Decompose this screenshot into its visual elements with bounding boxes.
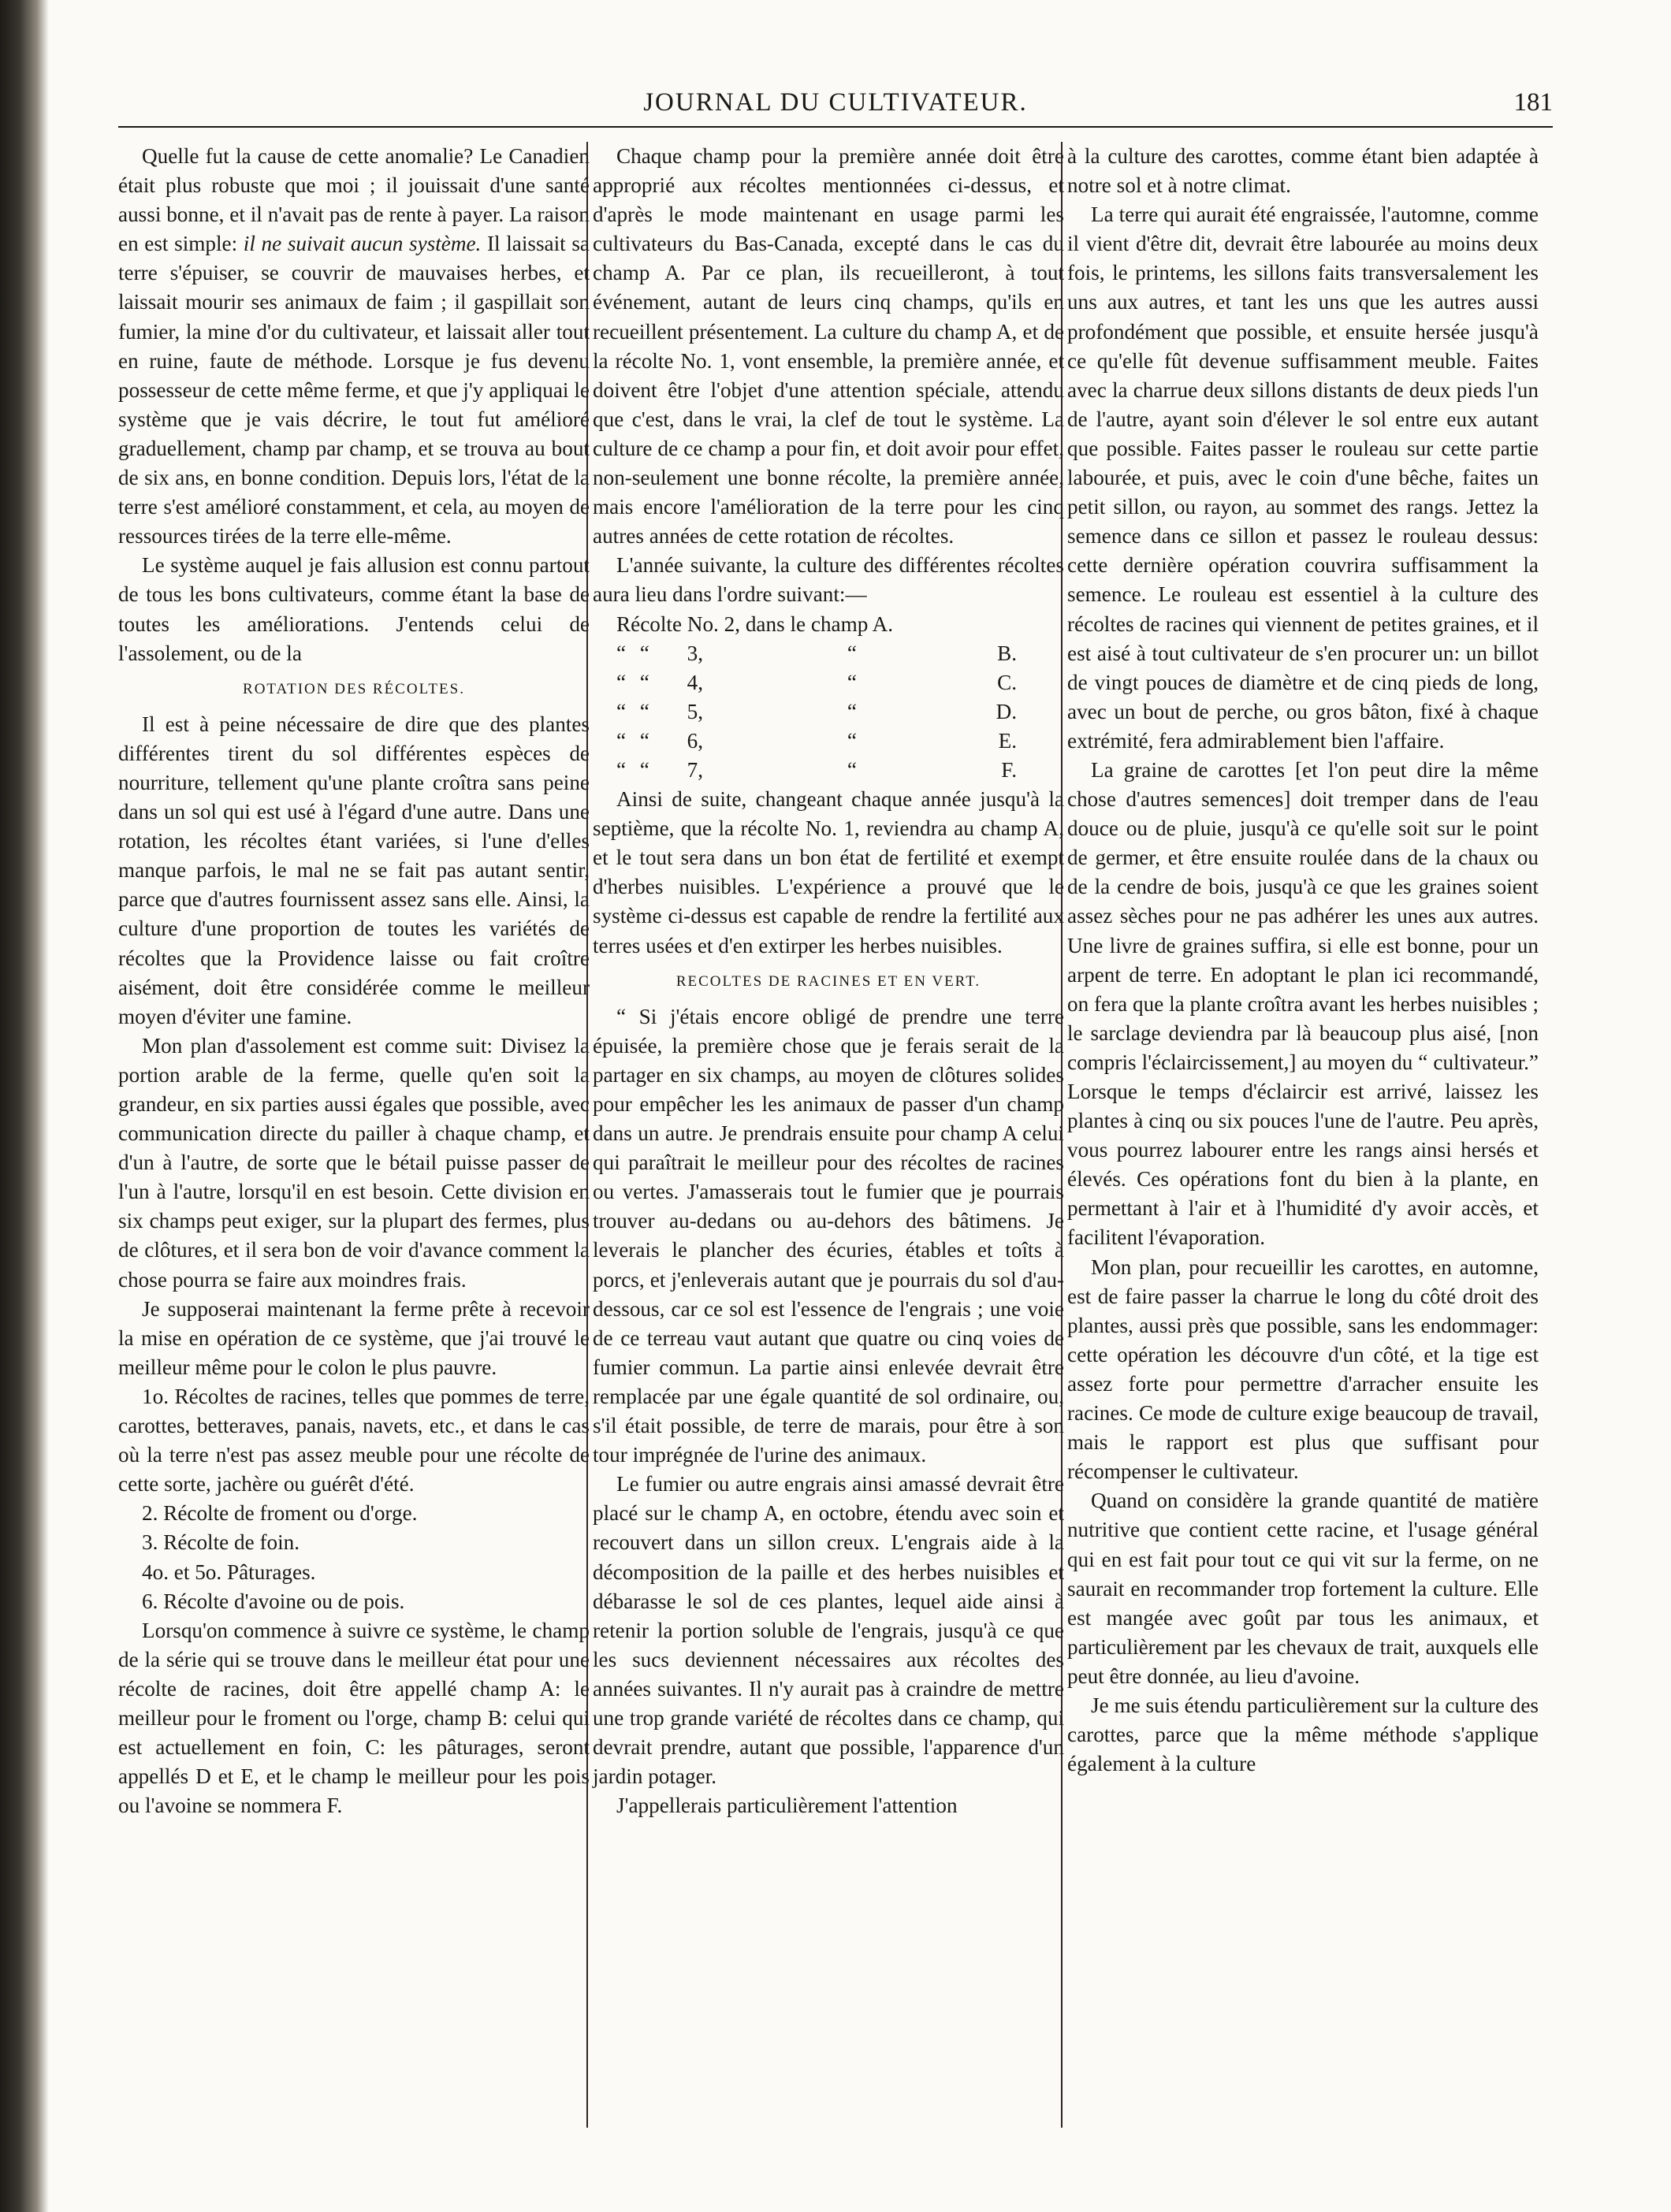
- table-cell: D.: [996, 699, 1017, 723]
- list-item: 4o. et 5o. Pâturages.: [142, 1560, 316, 1584]
- table-cell: “: [639, 641, 649, 665]
- list-item: 6. Récolte d'avoine ou de pois.: [142, 1589, 405, 1613]
- paragraph: La terre qui aurait été engraissée, l'automne, comme il vient d'être dit, devrait être labourée au moins deux fois, le printems, les sillons faits transversalement les uns aux autres, et tant les uns que les autres aussi profondément que possible, et ensuite hersée jusqu'à ce qu'elle fût devenue suffisamment meuble. Faites avec la charrue deux sillons distants de deux pieds l'un de l'autre, ayant soin d'élever le sol entre eux autant que possible. Faites passer le rouleau sur cette partie labourée, et puis, avec le coin d'une bêche, faites un petit sillon, ou rayon, au sommet des rangs. Jettez la semence dans ce sillon et passez le rouleau dessus: cette dernière opération couvrira suffisamment la semence. Le rouleau est essentiel à la culture des récoltes de racines qui viennent de petites graines, et il est aisé à tout cultivateur de s'en procurer un: un billot de vingt pouces de diamètre et de cinq pieds de long, avec un bout de perche, ou gros bâton, fixé à chaque extrémité, fera admirablement bien l'affaire.: [1067, 203, 1539, 753]
- list-item: 3. Récolte de foin.: [142, 1530, 300, 1555]
- page-binding-shadow: [0, 0, 49, 2212]
- table-row: [593, 668, 1064, 697]
- table-cell: F.: [1001, 757, 1017, 782]
- paragraph: Le système auquel je fais allusion est connu partout de tous les bons cultivateurs, comme étant la base de toutes les améliorations. J'entends celui de l'assolement, ou de la: [118, 553, 590, 665]
- text-run: Quelle fut la cause de cette anomalie? Le Canadien était plus robuste que moi ; il jouissait d'une santé aussi bonne, et il n'avait pas de rente à payer. La raison en est simple:: [118, 144, 590, 256]
- list-item: 2. Récolte de froment ou d'orge.: [142, 1501, 418, 1526]
- table-cell: “: [639, 728, 649, 753]
- paragraph: Chaque champ pour la première année doit être approprié aux récoltes mentionnées ci-dessus, et d'après le mode maintenant en usage parmi les cultivateurs du Bas-Canada, excepté dans le cas du champ A. Par ce plan, ils recueilleront, à tout événement, autant de leurs cinq champs, qu'ils en recueillent présentement. La culture du champ A, et de la récolte No. 1, vont ensemble, la première année, et doivent être l'objet d'une attention spéciale, attendu que c'est, dans le vrai, la clef de tout le système. La culture de ce champ a pour fin, et doit avoir pour effet, non-seulement une bonne récolte, la première année, mais encore l'amélioration de la terre pour les cinq autres années de cette rotation de récoltes.: [593, 144, 1064, 548]
- table-cell: “: [847, 670, 857, 694]
- table-cell: “: [639, 699, 649, 723]
- table-cell: “: [616, 728, 627, 753]
- section-heading: RECOLTES DE RACINES ET EN VERT.: [675, 972, 981, 990]
- list-item: 1o. Récoltes de racines, telles que pommes de terre, carottes, betteraves, panais, navets, etc., et dans le cas où la terre n'est pas assez meuble pour une récolte de cette sorte, jachère ou guérêt d'été.: [118, 1384, 590, 1496]
- table-cell: B.: [997, 641, 1017, 665]
- section-heading: ROTATION DES RÉCOLTES.: [243, 680, 465, 697]
- table-cell: C.: [997, 670, 1017, 694]
- table-cell: “: [616, 699, 627, 723]
- column-middle: [593, 142, 1064, 1820]
- table-cell: 7,: [687, 757, 703, 782]
- emphasis-text: il ne suivait aucun système.: [243, 232, 482, 256]
- page-header: [118, 85, 1553, 126]
- paragraph: Le fumier ou autre engrais ainsi amassé devrait être placé sur le champ A, en octobre, étendu avec soin et recouvert dans un sillon creux. L'engrais aide à la décomposition de la paille et des herbes nuisibles et débarasse le sol de ces plantes, lequel aide ainsi à retenir la portion soluble de l'engrais, jusqu'à ce que les sucs deviennent nécessaires aux récoltes des années suivantes. Il n'y aurait pas à craindre de mettre une trop grande variété de récoltes dans ce champ, qui devrait prendre, autant que possible, l'apparence d'un jardin potager.: [593, 1472, 1064, 1789]
- table-cell: 4,: [687, 670, 703, 694]
- rotation-first-line: Récolte No. 2, dans le champ A.: [616, 612, 894, 636]
- paragraph: Il est à peine nécessaire de dire que des plantes différentes tirent du sol différentes espèces de nourriture, tellement qu'une plante croîtra sans peine dans un sol qui est usé à l'égard d'une autre. Dans une rotation, les récoltes étant variées, si l'une d'elles manque parfois, le mal ne se fait pas autant sentir, parce que d'autres fournissent assez sans elle. Ainsi, la culture d'une proportion de toutes les variétés de récoltes que la Providence laisse ou fait croître aisément, doit être considérée comme le meilleur moyen d'éviter une famine.: [118, 712, 590, 1028]
- paragraph: Je supposerai maintenant la ferme prête à recevoir la mise en opération de ce système, que j'ai trouvé le meilleur même pour le colon le plus pauvre.: [118, 1296, 590, 1379]
- paragraph: Quand on considère la grande quantité de matière nutritive que contient cette racine, et l'usage général qui en est fait pour tout ce qui vit sur la ferme, on ne saurait en recommander trop fortement la culture. Elle est mangée avec goût par tous les animaux, et particulièrement par les chevaux de trait, auxquels elle peut être donnée, au lieu d'avoine.: [1067, 1489, 1539, 1688]
- text-run: Il laissait sa terre s'épuiser, se couvrir de mauvaises herbes, et laissait mourir ses animaux de faim ; il gaspillait son fumier, la mine d'or du cultivateur, et laissait aller tout en ruine, faute de méthode. Lorsque je fus devenu possesseur de cette même ferme, et que j'y appliquai le système que je vais décrire, le tout fut amélioré graduellement, champ par champ, et se trouva au bout de six ans, en bonne condition. Depuis lors, l'état de la terre s'est amélioré constamment, et cela, au moyen de ressources tirées de la terre elle-même.: [118, 232, 590, 548]
- table-cell: “: [639, 670, 649, 694]
- table-cell: 6,: [687, 728, 703, 753]
- table-cell: “: [616, 757, 627, 782]
- paragraph: “ Si j'étais encore obligé de prendre une terre épuisée, la première chose que je ferais serait de la partager en six champs, au moyen de clôtures solides pour empêcher les les animaux de passer d'un champ dans un autre. Je prendrais ensuite pour champ A celui qui paraîtrait le meilleur pour des récoltes de racines ou vertes. J'amasserais tout le fumier que je pourrais trouver au-dedans ou au-dehors des bâtimens. Je leverais le plancher des écuries, étables et toîts à porcs, et j'enleverais autant que je pourrais du sol d'au-dessous, car ce sol est l'essence de l'engrais ; une voie de ce terreau vaut autant que quatre ou cinq voies de fumier commun. La partie ainsi enlevée devrait être remplacée par une égale quantité de sol ordinaire, ou, s'il était possible, de terre de marais, pour être à son tour imprégnée de l'urine des animaux.: [593, 1004, 1064, 1467]
- table-cell: “: [847, 728, 857, 753]
- table-cell: “: [616, 670, 627, 694]
- table-row: [593, 727, 1064, 756]
- paragraph: J'appellerais particulièrement l'attention: [616, 1794, 958, 1818]
- paragraph: L'année suivante, la culture des différentes récoltes aura lieu dans l'ordre suivant:—: [593, 553, 1064, 607]
- table-cell: “: [616, 641, 627, 665]
- table-cell: E.: [998, 728, 1017, 753]
- page-number: 181: [1513, 88, 1553, 117]
- table-cell: 5,: [687, 699, 703, 723]
- table-row: [593, 639, 1064, 668]
- table-cell: “: [847, 641, 857, 665]
- paragraph: Je me suis étendu particulièrement sur la culture des carottes, parce que la même méthode s'applique également à la culture: [1067, 1693, 1539, 1776]
- table-cell: “: [847, 757, 857, 782]
- table-cell: 3,: [687, 641, 703, 665]
- table-cell: “: [639, 757, 649, 782]
- column-right: [1067, 142, 1539, 1779]
- column-left: [118, 142, 590, 1820]
- paragraph: Ainsi de suite, changeant chaque année jusqu'à la septième, que la récolte No. 1, reviendra au champ A, et le tout sera dans un bon état de fertilité et exempt d'herbes nuisibles. L'expérience a prouvé que le système ci-dessus est capable de rendre la fertilité aux terres usées et d'en extirper les herbes nuisibles.: [593, 787, 1064, 957]
- table-row: [593, 756, 1064, 785]
- table-row: [593, 697, 1064, 727]
- running-title: JOURNAL DU CULTIVATEUR.: [643, 88, 1028, 117]
- header-rule: [118, 126, 1553, 128]
- paragraph: Mon plan d'assolement est comme suit: Divisez la portion arable de la ferme, quelle qu'en soit la grandeur, en six parties aussi égales que possible, avec communication directe du pailler à chaque champ, et d'un à l'autre, de sorte que le bétail puisse passer de l'un à l'autre, lorsqu'il en est besoin. Cette division en six champs peut exiger, sur la plupart des fermes, plus de clôtures, et il sera bon de voir d'avance comment la chose pourra se faire aux moindres frais.: [118, 1033, 590, 1292]
- paragraph: à la culture des carottes, comme étant bien adaptée à notre sol et à notre climat.: [1067, 144, 1539, 198]
- paragraph: Lorsqu'on commence à suivre ce système, le champ de la série qui se trouve dans le meilleur état pour une récolte de racines, doit être appellé champ A: le meilleur pour le froment ou l'orge, champ B: celui qui est actuellement en foin, C: les pâturages, seront appellés D et E, et le champ le meilleur pour les pois ou l'avoine se nommera F.: [118, 1618, 590, 1818]
- rotation-table: [593, 639, 1064, 785]
- paragraph: Mon plan, pour recueillir les carottes, en automne, est de faire passer la charrue le long du côté droit des plantes, aussi près que possible, sans les endommager: cette opération les découvre d'un côté, et la tige est assez forte pour permettre d'arracher ensuite les racines. Ce mode de culture exige beaucoup de travail, mais le rapport est plus que suffisant pour récompenser le cultivateur.: [1067, 1255, 1539, 1484]
- paragraph: La graine de carottes [et l'on peut dire la même chose d'autres semences] doit tremper dans de l'eau douce ou de pluie, jusqu'à ce qu'elle soit sur le point de germer, et être ensuite roulée dans de la chaux ou de la cendre de bois, jusqu'à ce que les graines soient assez sèches pour ne pas adhérer les unes aux autres. Une livre de graines suffira, si elle est bonne, pour un arpent de terre. En adoptant le plan ici recommandé, on fera que la plante croîtra avant les herbes nuisibles ; le sarclage deviendra par là beaucoup plus aisé, [non compris l'éclaircissement,] au moyen du “ cultivateur.” Lorsque le temps d'éclaircir est arrivé, laissez les plantes à cinq ou six pouces l'une de l'autre. Peu après, vous pourrez labourer entre les rangs ainsi hersés et élevés. Ces opérations font du bien à la plante, en permettant à l'air et à l'humidité d'y avoir accès, et facilitent l'évaporation.: [1067, 757, 1539, 1250]
- table-cell: “: [847, 699, 857, 723]
- paragraph: [118, 142, 590, 551]
